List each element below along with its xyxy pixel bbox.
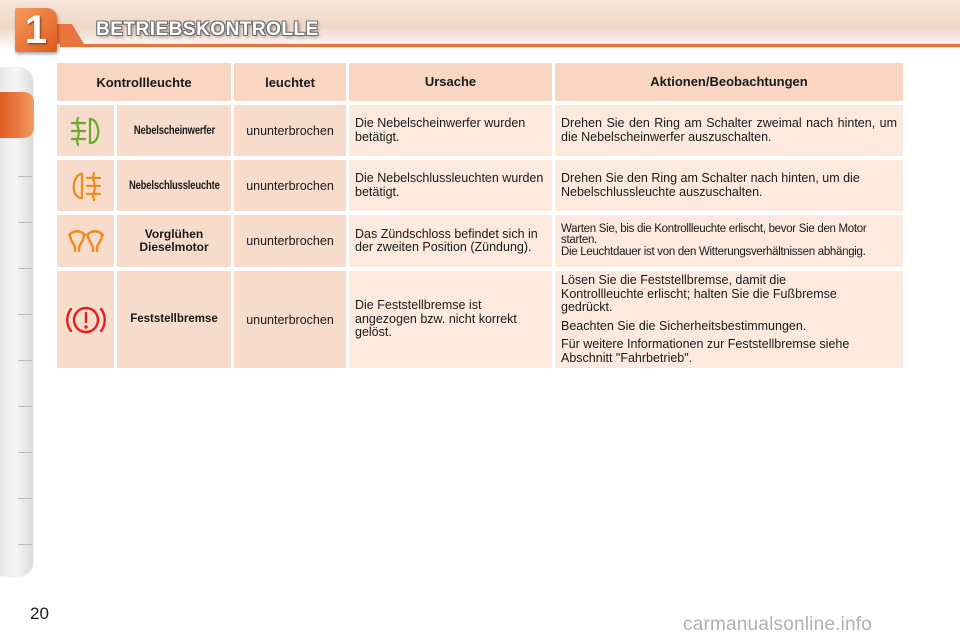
lit-state: ununterbrochen bbox=[234, 105, 346, 156]
table-row bbox=[57, 271, 903, 368]
index-tick bbox=[18, 452, 32, 453]
chapter-number: 1 bbox=[24, 8, 48, 52]
header-rule bbox=[60, 44, 960, 47]
chapter-index-strip bbox=[0, 68, 32, 576]
header-kontrollleuchte: Kontrollleuchte bbox=[57, 63, 231, 101]
header-ursache: Ursache bbox=[349, 63, 552, 101]
action-text: Beachten Sie die Sicherheitsbestimmungen. bbox=[561, 318, 807, 333]
table-row bbox=[57, 160, 903, 211]
action-text: Drehen Sie den Ring am Schalter zweimal nach hinten, um die Nebelscheinwerfer auszuschalten. bbox=[561, 116, 897, 144]
action-cell bbox=[555, 215, 903, 267]
page-title: BETRIEBSKONTROLLE bbox=[96, 19, 319, 40]
chapter-badge bbox=[15, 8, 57, 52]
front-fog-lamp-icon bbox=[66, 115, 106, 147]
action-cell bbox=[555, 105, 903, 156]
table-header-row bbox=[57, 63, 903, 101]
glow-plug-icon bbox=[66, 228, 106, 254]
watermark-link[interactable]: carmanualsonline.info bbox=[683, 614, 873, 635]
index-tick bbox=[18, 360, 32, 361]
lit-state: ununterbrochen bbox=[234, 160, 346, 211]
parking-brake-icon bbox=[65, 302, 107, 338]
icon-cell bbox=[57, 271, 114, 368]
lamp-name-cell bbox=[117, 105, 231, 156]
cause-text: Die Nebelschlussleuchten wurden betätigt. bbox=[349, 160, 552, 211]
action-text: Für weitere Informationen zur Feststellbremse siehe Abschnitt "Fahrbetrieb". bbox=[561, 337, 850, 365]
action-text: Die Leuchtdauer ist von den Witterungsverhältnissen abhängig. bbox=[561, 245, 866, 258]
cause-text: Die Nebelscheinwerfer wurden betätigt. bbox=[349, 105, 552, 156]
index-tick bbox=[18, 406, 32, 407]
table-row bbox=[57, 215, 903, 267]
index-tick bbox=[18, 544, 32, 545]
header-leuchtet: leuchtet bbox=[234, 63, 346, 101]
index-tick bbox=[18, 222, 32, 223]
index-tick bbox=[18, 268, 32, 269]
lamp-name-cell bbox=[117, 160, 231, 211]
icon-cell bbox=[57, 160, 114, 211]
warning-lamp-table bbox=[57, 63, 903, 372]
action-text: Lösen Sie die Feststellbremse, damit die Kontrollleuchte erlischt; halten Sie die Fußbremse gedrückt. bbox=[561, 273, 837, 314]
lamp-name: Nebelschlussleuchte bbox=[128, 179, 220, 192]
lamp-name-cell bbox=[117, 271, 231, 368]
icon-cell bbox=[57, 215, 114, 267]
lamp-name-cell bbox=[117, 215, 231, 267]
rear-fog-lamp-icon bbox=[66, 170, 106, 202]
index-tick bbox=[18, 176, 32, 177]
action-text: Drehen Sie den Ring am Schalter nach hinten, um die Nebelschlussleuchte auszuschalten. bbox=[561, 171, 860, 199]
header-aktionen: Aktionen/Beobachtungen bbox=[555, 63, 903, 101]
index-tick bbox=[18, 314, 32, 315]
index-tick bbox=[18, 498, 32, 499]
table-row bbox=[57, 105, 903, 156]
lit-state: ununterbrochen bbox=[234, 215, 346, 267]
lamp-name: Nebelscheinwerfer bbox=[133, 124, 215, 137]
cause-text: Die Feststellbremse ist angezogen bzw. nicht korrekt gelöst. bbox=[349, 271, 552, 368]
lamp-name: Vorglühen Dieselmotor bbox=[139, 227, 209, 254]
chapter-tab-active[interactable] bbox=[0, 92, 34, 138]
icon-cell bbox=[57, 105, 114, 156]
lamp-name: Feststellbremse bbox=[130, 313, 218, 325]
action-text: Warten Sie, bis die Kontrollleuchte erlischt, bevor Sie den Motor starten. bbox=[561, 222, 867, 247]
cause-text: Das Zündschloss befindet sich in der zweiten Position (Zündung). bbox=[349, 215, 552, 267]
lit-state: ununterbrochen bbox=[234, 271, 346, 368]
action-cell bbox=[555, 160, 903, 211]
action-cell bbox=[555, 271, 903, 368]
page-number: 20 bbox=[30, 604, 49, 623]
